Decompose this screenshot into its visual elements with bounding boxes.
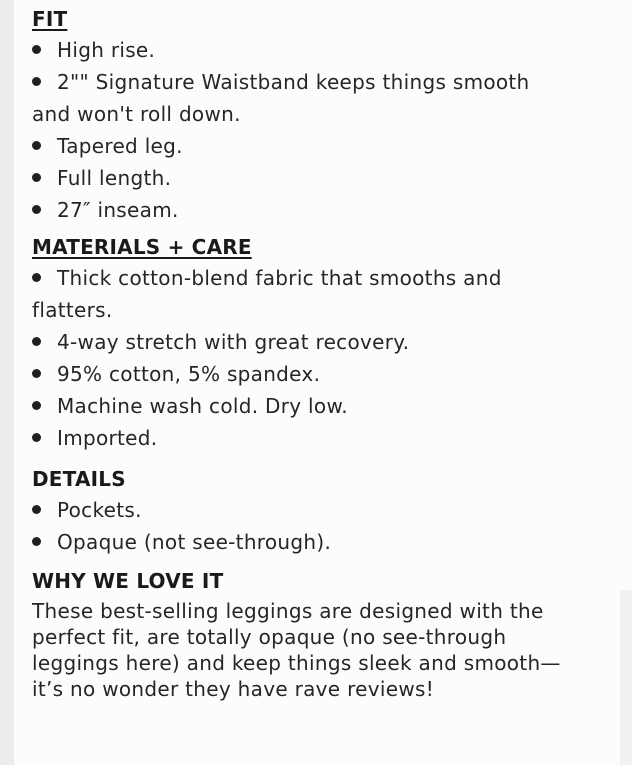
materials-care-list	[32, 262, 617, 454]
list-item: High rise.	[32, 34, 617, 66]
why-we-love-it-body: These best-selling leggings are designed with the perfect fit, are totally opaque (no see-through leggings here) and keep things sleek and smooth—it’s no wonder they have rave reviews!	[32, 599, 561, 701]
bullet-icon	[32, 141, 41, 150]
bullet-icon	[32, 205, 41, 214]
details-list	[32, 494, 617, 558]
materials-care-heading: MATERIALS + CARE	[32, 235, 252, 259]
list-item: 27″ inseam.	[32, 194, 617, 226]
bullet-icon	[32, 505, 41, 514]
bullet-icon	[32, 173, 41, 182]
list-item: Machine wash cold. Dry low.	[32, 390, 617, 422]
fit-list	[32, 34, 617, 226]
list-item: 2"" Signature Waistband keeps things smooth and won't roll down.	[32, 70, 530, 126]
list-item: Full length.	[32, 162, 617, 194]
fit-heading: FIT	[32, 7, 68, 31]
details-heading: DETAILS	[32, 467, 126, 491]
bullet-icon	[32, 337, 41, 346]
bullet-icon	[32, 401, 41, 410]
product-description	[32, 4, 617, 702]
bullet-icon	[32, 77, 41, 86]
right-edge-shadow	[620, 590, 632, 765]
left-edge-shadow	[0, 0, 14, 765]
list-item: Thick cotton-blend fabric that smooths and flatters.	[32, 266, 502, 322]
list-item: 4-way stretch with great recovery.	[32, 326, 617, 358]
list-item: Tapered leg.	[32, 130, 617, 162]
why-we-love-it-heading: WHY WE LOVE IT	[32, 569, 224, 593]
bullet-icon	[32, 433, 41, 442]
list-item: 95% cotton, 5% spandex.	[32, 358, 617, 390]
bullet-icon	[32, 45, 41, 54]
bullet-icon	[32, 273, 41, 282]
bullet-icon	[32, 369, 41, 378]
list-item: Pockets.	[32, 494, 617, 526]
bullet-icon	[32, 537, 41, 546]
list-item: Opaque (not see-through).	[32, 526, 617, 558]
list-item: Imported.	[32, 422, 617, 454]
